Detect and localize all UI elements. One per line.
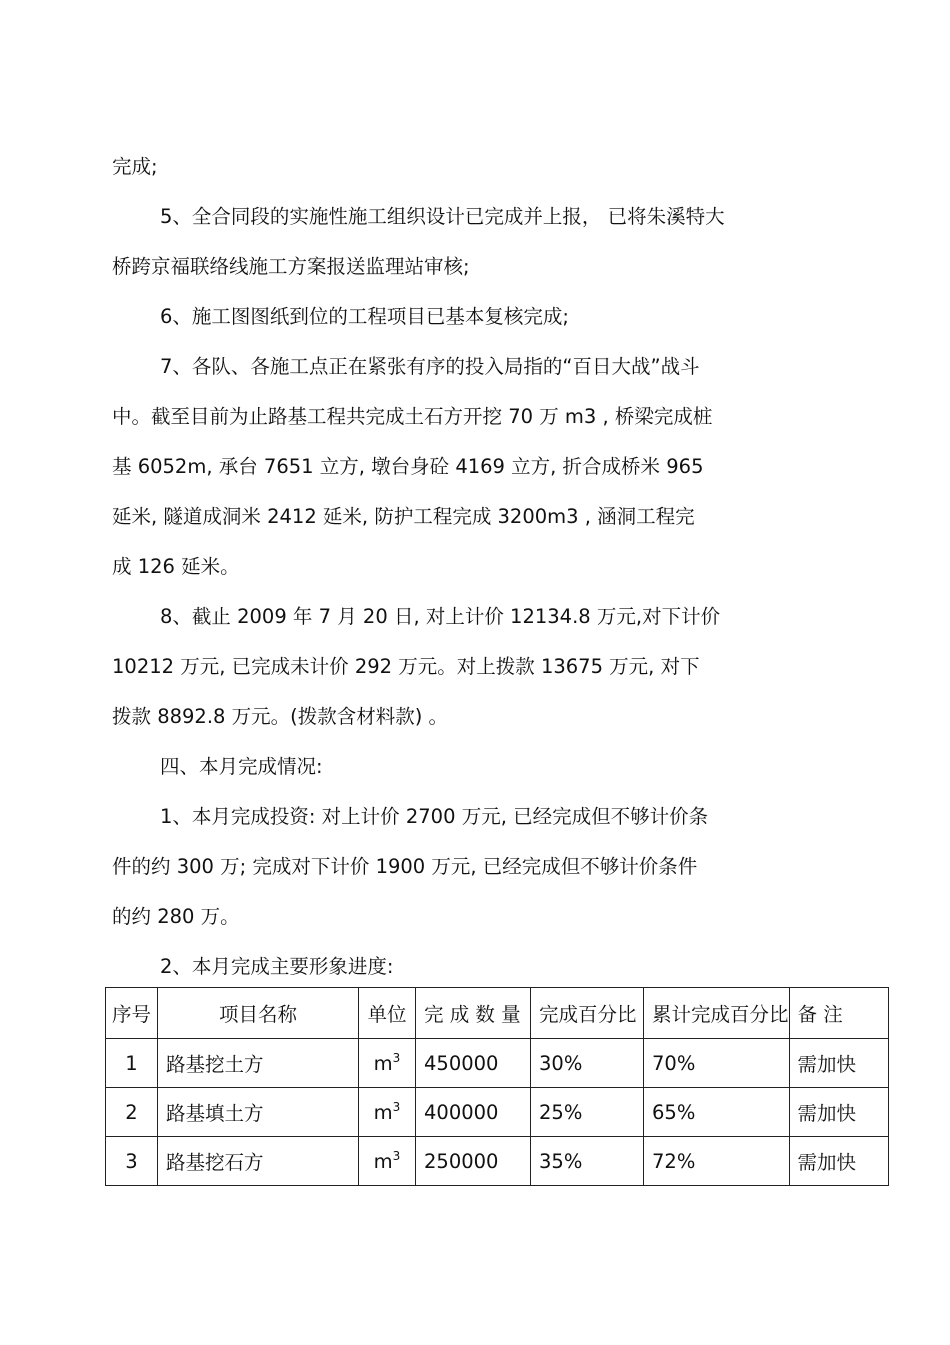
header-cell-note: 备 注 xyxy=(789,988,888,1039)
cell-no: 3 xyxy=(106,1137,158,1186)
cell-cumulative: 72% xyxy=(644,1137,790,1186)
table-row xyxy=(106,1039,889,1088)
section-heading: 四、本月完成情况: xyxy=(160,755,323,778)
cell-unit: $m^3$ xyxy=(359,1137,416,1186)
cell-no: 2 xyxy=(106,1088,158,1137)
cell-name: 路基填土方 xyxy=(158,1088,359,1137)
table-header-row xyxy=(106,988,889,1039)
cell-note: 需加快 xyxy=(789,1088,888,1137)
cell-quantity: 400000 xyxy=(416,1088,531,1137)
paragraph-line: 桥跨京福联络线施工方案报送监理站审核; xyxy=(112,255,470,278)
paragraph-line: 7、各队、各施工点正在紧张有序的投入局指的“百日大战”战斗 xyxy=(160,355,700,378)
header-cell-quantity: 完 成 数 量 xyxy=(416,988,531,1039)
cell-cumulative: 65% xyxy=(644,1088,790,1137)
cell-cumulative: 70% xyxy=(644,1039,790,1088)
cell-name: 路基挖石方 xyxy=(158,1137,359,1186)
cell-note: 需加快 xyxy=(789,1039,888,1088)
paragraph-line: 8、截止 2009 年 7 月 20 日, 对上计价 12134.8 万元,对下计价 xyxy=(160,605,721,628)
cell-name: 路基挖土方 xyxy=(158,1039,359,1088)
paragraph-line: 中。截至目前为止路基工程共完成土石方开挖 70 万 m3 , 桥梁完成桩 xyxy=(112,405,713,428)
cell-no: 1 xyxy=(106,1039,158,1088)
cell-note: 需加快 xyxy=(789,1137,888,1186)
paragraph-line: 5、全合同段的实施性施工组织设计已完成并上报， 已将朱溪特大 xyxy=(160,205,725,228)
progress-table xyxy=(105,987,889,1186)
header-cell-cumulative: 累计完成百分比 xyxy=(644,988,790,1039)
cell-unit: $m^3$ xyxy=(359,1088,416,1137)
cell-quantity: 450000 xyxy=(416,1039,531,1088)
table-row xyxy=(106,1088,889,1137)
paragraph-line: 2、本月完成主要形象进度: xyxy=(160,955,394,978)
paragraph-line: 10212 万元, 已完成未计价 292 万元。对上拨款 13675 万元, 对下 xyxy=(112,655,700,678)
header-cell-name: 项目名称 xyxy=(158,988,359,1039)
paragraph-line: 延米, 隧道成洞米 2412 延米, 防护工程完成 3200m3 , 涵洞工程完 xyxy=(112,505,695,528)
progress-table-wrapper xyxy=(105,987,889,1186)
cell-quantity: 250000 xyxy=(416,1137,531,1186)
paragraph-line: 的约 280 万。 xyxy=(112,905,240,928)
paragraph-line: 基 6052m, 承台 7651 立方, 墩台身砼 4169 立方, 折合成桥米 965 xyxy=(112,455,704,478)
cell-percent: 35% xyxy=(531,1137,644,1186)
table-row xyxy=(106,1137,889,1186)
cell-unit: $m^3$ xyxy=(359,1039,416,1088)
paragraph-line: 拨款 8892.8 万元。(拨款含材料款) 。 xyxy=(112,705,449,728)
header-cell-percent: 完成百分比 xyxy=(531,988,644,1039)
header-cell-unit: 单位 xyxy=(359,988,416,1039)
header-cell-no: 序号 xyxy=(106,988,158,1039)
paragraph-line: 1、本月完成投资: 对上计价 2700 万元, 已经完成但不够计价条 xyxy=(160,805,709,828)
cell-percent: 25% xyxy=(531,1088,644,1137)
cell-percent: 30% xyxy=(531,1039,644,1088)
paragraph-line: 成 126 延米。 xyxy=(112,555,240,578)
paragraph-line: 6、施工图图纸到位的工程项目已基本复核完成; xyxy=(160,305,569,328)
paragraph-line: 完成; xyxy=(112,155,158,178)
paragraph-line: 件的约 300 万; 完成对下计价 1900 万元, 已经完成但不够计价条件 xyxy=(112,855,698,878)
